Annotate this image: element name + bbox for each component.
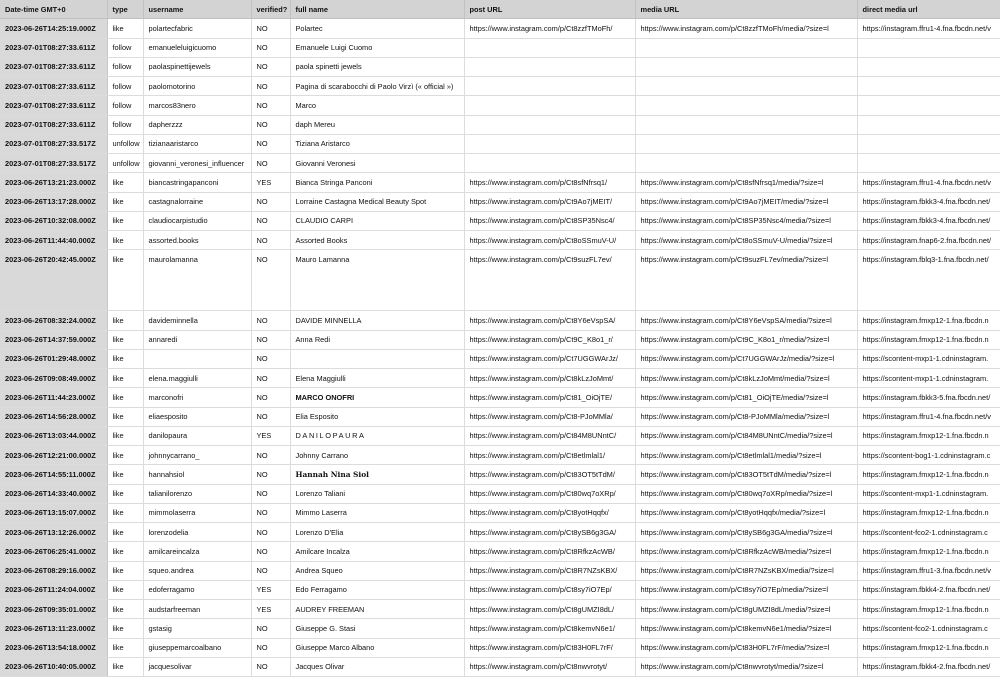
full-name-cell[interactable]: Mimmo Laserra (290, 503, 464, 522)
full-name-cell[interactable]: Elena Maggiulli (290, 369, 464, 388)
media-url-cell[interactable]: https://www.instagram.com/p/Ct8sfNfrsq1/media/?size=l (635, 173, 857, 192)
full-name-cell[interactable]: AUDREY FREEMAN (290, 600, 464, 619)
media-url-cell[interactable]: https://www.instagram.com/p/Ct8nwvrotyt/media/?size=l (635, 657, 857, 676)
username-cell[interactable]: claudiocarpistudio (143, 211, 251, 230)
username-cell[interactable]: audstarfreeman (143, 600, 251, 619)
verified-cell[interactable]: NO (251, 657, 290, 676)
datetime-cell[interactable]: 2023-06-26T14:25:19.000Z (0, 19, 107, 38)
media-url-cell[interactable]: https://www.instagram.com/p/Ct8oSSmuV-U/media/?size=l (635, 231, 857, 250)
username-cell[interactable]: giovanni_veronesi_influencer (143, 154, 251, 173)
username-cell[interactable] (143, 349, 251, 368)
direct-media-url-cell[interactable]: https://instagram.fmxp12-1.fna.fbcdn.n (857, 426, 1000, 445)
datetime-cell[interactable]: 2023-06-26T06:25:41.000Z (0, 542, 107, 561)
table-row (0, 580, 1000, 599)
post-url-cell[interactable]: https://www.instagram.com/p/Ct84M8UNntC/ (464, 426, 635, 445)
type-cell[interactable]: like (107, 311, 143, 330)
datetime-cell[interactable]: 2023-07-01T08:27:33.611Z (0, 77, 107, 96)
username-cell[interactable]: biancastringapanconi (143, 173, 251, 192)
media-url-cell[interactable]: https://www.instagram.com/p/Ct8RfkzAcWB/media/?size=l (635, 542, 857, 561)
verified-cell[interactable]: NO (251, 134, 290, 153)
direct-media-url-cell[interactable]: https://instagram.fbkk3-4.fna.fbcdn.net/ (857, 211, 1000, 230)
verified-cell[interactable]: NO (251, 388, 290, 407)
username-cell[interactable]: castagnalorraine (143, 192, 251, 211)
full-name-cell[interactable]: paola spinetti jewels (290, 57, 464, 76)
post-url-cell[interactable]: https://www.instagram.com/p/Ct81_OiOjTE/ (464, 388, 635, 407)
column-header-username[interactable]: username (143, 0, 251, 19)
username-cell[interactable]: lorenzodelia (143, 523, 251, 542)
full-name-cell[interactable]: Bianca Stringa Panconi (290, 173, 464, 192)
media-url-cell[interactable] (635, 57, 857, 76)
direct-media-url-cell[interactable]: https://scontent-mxp1-1.cdninstagram. (857, 369, 1000, 388)
username-cell[interactable]: davideminnella (143, 311, 251, 330)
table-row (0, 638, 1000, 657)
username-cell[interactable]: marcos83nero (143, 96, 251, 115)
username-cell[interactable]: maurolamanna (143, 250, 251, 311)
direct-media-url-cell[interactable]: https://instagram.fnap6-2.fna.fbcdn.net/ (857, 231, 1000, 250)
table-row (0, 503, 1000, 522)
direct-media-url-cell[interactable]: https://instagram.fblq3-1.fna.fbcdn.net/ (857, 250, 1000, 311)
table-row (0, 657, 1000, 676)
direct-media-url-cell[interactable]: https://instagram.ffru1-3.fna.fbcdn.net/v (857, 561, 1000, 580)
post-url-cell[interactable]: https://www.instagram.com/p/Ct7UGGWArJz/ (464, 349, 635, 368)
username-cell[interactable]: jacquesolivar (143, 657, 251, 676)
post-url-cell[interactable] (464, 154, 635, 173)
post-url-cell[interactable]: https://www.instagram.com/p/Ct8zzfTMoFh/ (464, 19, 635, 38)
direct-media-url-cell[interactable]: https://instagram.fmxp12-1.fna.fbcdn.n (857, 465, 1000, 484)
verified-cell[interactable]: NO (251, 250, 290, 311)
table-row (0, 96, 1000, 115)
media-url-cell[interactable] (635, 134, 857, 153)
verified-cell[interactable]: NO (251, 484, 290, 503)
post-url-cell[interactable]: https://www.instagram.com/p/Ct8gUMZI8dL/ (464, 600, 635, 619)
datetime-cell[interactable]: 2023-06-26T08:29:16.000Z (0, 561, 107, 580)
column-header-verified[interactable]: verified? (251, 0, 290, 19)
type-cell[interactable]: like (107, 638, 143, 657)
full-name-cell[interactable]: Jacques Olivar (290, 657, 464, 676)
full-name-cell[interactable]: daph Mereu (290, 115, 464, 134)
type-cell[interactable]: like (107, 446, 143, 465)
direct-media-url-cell[interactable]: https://instagram.fbkk3-5.fna.fbcdn.net/ (857, 388, 1000, 407)
datetime-cell[interactable]: 2023-06-26T11:44:23.000Z (0, 388, 107, 407)
verified-cell[interactable]: NO (251, 330, 290, 349)
media-url-cell[interactable] (635, 77, 857, 96)
table-row (0, 349, 1000, 368)
post-url-cell[interactable] (464, 77, 635, 96)
media-url-cell[interactable]: https://www.instagram.com/p/Ct8gUMZI8dL/media/?size=l (635, 600, 857, 619)
direct-media-url-cell[interactable]: https://scontent-mxp1-1.cdninstagram. (857, 349, 1000, 368)
column-header-datetime[interactable]: Date-time GMT+0 (0, 0, 107, 19)
direct-media-url-cell[interactable]: https://scontent-fco2-1.cdninstagram.c (857, 619, 1000, 638)
post-url-cell[interactable]: https://www.instagram.com/p/Ct9C_K8o1_r/ (464, 330, 635, 349)
verified-cell[interactable]: NO (251, 211, 290, 230)
datetime-cell[interactable]: 2023-07-01T08:27:33.517Z (0, 154, 107, 173)
direct-media-url-cell[interactable]: https://instagram.fbkk3-4.fna.fbcdn.net/ (857, 192, 1000, 211)
username-cell[interactable]: marconofri (143, 388, 251, 407)
type-cell[interactable]: like (107, 561, 143, 580)
type-cell[interactable]: follow (107, 77, 143, 96)
datetime-cell[interactable]: 2023-06-26T13:11:23.000Z (0, 619, 107, 638)
table-row (0, 231, 1000, 250)
post-url-cell[interactable] (464, 115, 635, 134)
full-name-cell[interactable]: Giuseppe Marco Albano (290, 638, 464, 657)
media-url-cell[interactable]: https://www.instagram.com/p/Ct8Y6eVspSA/media/?size=l (635, 311, 857, 330)
media-url-cell[interactable] (635, 38, 857, 57)
post-url-cell[interactable]: https://www.instagram.com/p/Ct8sy7iO7Ep/ (464, 580, 635, 599)
table-row (0, 600, 1000, 619)
username-cell[interactable]: emanueleluigicuomo (143, 38, 251, 57)
type-cell[interactable]: like (107, 465, 143, 484)
table-row (0, 446, 1000, 465)
table-row (0, 311, 1000, 330)
type-cell[interactable]: like (107, 657, 143, 676)
post-url-cell[interactable]: https://www.instagram.com/p/Ct8oSSmuV-U/ (464, 231, 635, 250)
verified-cell[interactable]: NO (251, 57, 290, 76)
direct-media-url-cell[interactable]: https://instagram.fmxp12-1.fna.fbcdn.n (857, 600, 1000, 619)
datetime-cell[interactable]: 2023-06-26T13:17:28.000Z (0, 192, 107, 211)
direct-media-url-cell[interactable]: https://scontent-bog1-1.cdninstagram.c (857, 446, 1000, 465)
direct-media-url-cell[interactable] (857, 154, 1000, 173)
media-url-cell[interactable] (635, 96, 857, 115)
full-name-cell[interactable] (290, 349, 464, 368)
verified-cell[interactable]: NO (251, 446, 290, 465)
table-row (0, 173, 1000, 192)
type-cell[interactable]: like (107, 407, 143, 426)
username-cell[interactable]: tizianaaristarco (143, 134, 251, 153)
table-row (0, 407, 1000, 426)
full-name-cell[interactable]: Giuseppe G. Stasi (290, 619, 464, 638)
full-name-cell[interactable]: Hannah Nina Siol (290, 465, 464, 484)
column-header-media-url[interactable]: media URL (635, 0, 857, 19)
column-header-direct-media-url[interactable]: direct media url (857, 0, 1000, 19)
direct-media-url-cell[interactable] (857, 57, 1000, 76)
verified-cell[interactable]: NO (251, 542, 290, 561)
full-name-cell[interactable]: Elia Esposito (290, 407, 464, 426)
verified-cell[interactable]: NO (251, 465, 290, 484)
full-name-cell[interactable]: Tiziana Aristarco (290, 134, 464, 153)
full-name-cell[interactable]: DAVIDE MINNELLA (290, 311, 464, 330)
verified-cell[interactable]: NO (251, 638, 290, 657)
column-header-post-url[interactable]: post URL (464, 0, 635, 19)
full-name-cell[interactable]: Lorenzo Taliani (290, 484, 464, 503)
verified-cell[interactable]: NO (251, 503, 290, 522)
column-header-type[interactable]: type (107, 0, 143, 19)
table-row (0, 250, 1000, 311)
post-url-cell[interactable]: https://www.instagram.com/p/Ct8Y6eVspSA/ (464, 311, 635, 330)
datetime-cell[interactable]: 2023-06-26T14:55:11.000Z (0, 465, 107, 484)
media-url-cell[interactable]: https://www.instagram.com/p/Ct9suzFL7ev/media/?size=l (635, 250, 857, 311)
datetime-cell[interactable]: 2023-06-26T10:32:08.000Z (0, 211, 107, 230)
post-url-cell[interactable] (464, 38, 635, 57)
username-cell[interactable]: eliaesposito (143, 407, 251, 426)
post-url-cell[interactable]: https://www.instagram.com/p/Ct8ySB6g3GA/ (464, 523, 635, 542)
post-url-cell[interactable] (464, 134, 635, 153)
post-url-cell[interactable] (464, 96, 635, 115)
media-url-cell[interactable]: https://www.instagram.com/p/Ct7UGGWArJz/media/?size=l (635, 349, 857, 368)
media-url-cell[interactable]: https://www.instagram.com/p/Ct8R7NZsKBX/media/?size=l (635, 561, 857, 580)
verified-cell[interactable]: NO (251, 561, 290, 580)
direct-media-url-cell[interactable]: https://instagram.fmxp12-1.fna.fbcdn.n (857, 330, 1000, 349)
table-row (0, 330, 1000, 349)
username-cell[interactable]: amilcareincalza (143, 542, 251, 561)
table-row (0, 57, 1000, 76)
media-url-cell[interactable]: https://www.instagram.com/p/Ct9C_K8o1_r/media/?size=l (635, 330, 857, 349)
full-name-cell[interactable]: Andrea Squeo (290, 561, 464, 580)
datetime-cell[interactable]: 2023-06-26T13:21:23.000Z (0, 173, 107, 192)
type-cell[interactable]: like (107, 523, 143, 542)
post-url-cell[interactable]: https://www.instagram.com/p/Ct9Ao7jMEIT/ (464, 192, 635, 211)
direct-media-url-cell[interactable]: https://instagram.fmxp12-1.fna.fbcdn.n (857, 542, 1000, 561)
direct-media-url-cell[interactable]: https://instagram.fbkk4-2.fna.fbcdn.net/ (857, 657, 1000, 676)
datetime-cell[interactable]: 2023-06-26T13:54:18.000Z (0, 638, 107, 657)
post-url-cell[interactable]: https://www.instagram.com/p/Ct8kLzJoMmt/ (464, 369, 635, 388)
type-cell[interactable]: unfollow (107, 134, 143, 153)
table-row (0, 115, 1000, 134)
datetime-cell[interactable]: 2023-06-26T11:24:04.000Z (0, 580, 107, 599)
full-name-cell[interactable]: Johnny Carrano (290, 446, 464, 465)
post-url-cell[interactable]: https://www.instagram.com/p/Ct9suzFL7ev/ (464, 250, 635, 311)
full-name-cell[interactable]: Lorraine Castagna Medical Beauty Spot (290, 192, 464, 211)
username-cell[interactable]: johnnycarrano_ (143, 446, 251, 465)
type-cell[interactable]: follow (107, 115, 143, 134)
direct-media-url-cell[interactable] (857, 115, 1000, 134)
verified-cell[interactable]: NO (251, 19, 290, 38)
username-cell[interactable]: dapherzzz (143, 115, 251, 134)
username-cell[interactable]: giuseppemarcoalbano (143, 638, 251, 657)
media-url-cell[interactable]: https://www.instagram.com/p/Ct83OT5tTdM/media/?size=l (635, 465, 857, 484)
full-name-cell[interactable]: DANILOPAURA (290, 426, 464, 445)
media-url-cell[interactable]: https://www.instagram.com/p/Ct84M8UNntC/media/?size=l (635, 426, 857, 445)
type-cell[interactable]: like (107, 330, 143, 349)
post-url-cell[interactable] (464, 57, 635, 76)
post-url-cell[interactable]: https://www.instagram.com/p/Ct8yotHqqfx/ (464, 503, 635, 522)
type-cell[interactable]: like (107, 369, 143, 388)
verified-cell[interactable]: NO (251, 619, 290, 638)
datetime-cell[interactable]: 2023-07-01T08:27:33.611Z (0, 96, 107, 115)
media-url-cell[interactable] (635, 115, 857, 134)
full-name-cell[interactable]: CLAUDIO CARPI (290, 211, 464, 230)
username-cell[interactable]: edoferragamo (143, 580, 251, 599)
media-url-cell[interactable]: https://www.instagram.com/p/Ct8zzfTMoFh/media/?size=l (635, 19, 857, 38)
post-url-cell[interactable]: https://www.instagram.com/p/Ct8RfkzAcWB/ (464, 542, 635, 561)
username-cell[interactable]: paolaspinettijewels (143, 57, 251, 76)
datetime-cell[interactable]: 2023-06-26T10:40:05.000Z (0, 657, 107, 676)
datetime-cell[interactable]: 2023-06-26T09:08:49.000Z (0, 369, 107, 388)
datetime-cell[interactable]: 2023-06-26T14:56:28.000Z (0, 407, 107, 426)
full-name-cell[interactable]: Emanuele Luigi Cuomo (290, 38, 464, 57)
verified-cell[interactable]: NO (251, 311, 290, 330)
direct-media-url-cell[interactable] (857, 134, 1000, 153)
post-url-cell[interactable]: https://www.instagram.com/p/Ct8sfNfrsq1/ (464, 173, 635, 192)
direct-media-url-cell[interactable] (857, 96, 1000, 115)
media-url-cell[interactable]: https://www.instagram.com/p/Ct83H0FL7rF/media/?size=l (635, 638, 857, 657)
table-row (0, 134, 1000, 153)
table-row (0, 523, 1000, 542)
datetime-cell[interactable]: 2023-06-26T13:15:07.000Z (0, 503, 107, 522)
type-cell[interactable]: like (107, 19, 143, 38)
media-url-cell[interactable]: https://www.instagram.com/p/Ct8yotHqqfx/media/?size=l (635, 503, 857, 522)
header-row (0, 0, 1000, 19)
type-cell[interactable]: like (107, 580, 143, 599)
type-cell[interactable]: like (107, 484, 143, 503)
verified-cell[interactable]: YES (251, 173, 290, 192)
verified-cell[interactable]: NO (251, 349, 290, 368)
type-cell[interactable]: like (107, 503, 143, 522)
full-name-cell[interactable]: Marco (290, 96, 464, 115)
table-row (0, 619, 1000, 638)
table-row (0, 154, 1000, 173)
type-cell[interactable]: follow (107, 38, 143, 57)
full-name-cell[interactable]: Amilcare Incalza (290, 542, 464, 561)
datetime-cell[interactable]: 2023-07-01T08:27:33.611Z (0, 115, 107, 134)
media-url-cell[interactable]: https://www.instagram.com/p/Ct8kemvN6e1/media/?size=l (635, 619, 857, 638)
full-name-cell[interactable]: Anna Redi (290, 330, 464, 349)
username-cell[interactable]: talianilorenzo (143, 484, 251, 503)
table-row (0, 77, 1000, 96)
type-cell[interactable]: like (107, 231, 143, 250)
media-url-cell[interactable]: https://www.instagram.com/p/Ct8-PJoMMla/media/?size=l (635, 407, 857, 426)
direct-media-url-cell[interactable] (857, 77, 1000, 96)
full-name-cell[interactable]: Mauro Lamanna (290, 250, 464, 311)
media-url-cell[interactable]: https://www.instagram.com/p/Ct8kLzJoMmt/media/?size=l (635, 369, 857, 388)
post-url-cell[interactable]: https://www.instagram.com/p/Ct8etlmlal1/ (464, 446, 635, 465)
verified-cell[interactable]: YES (251, 600, 290, 619)
direct-media-url-cell[interactable]: https://scontent-fco2-1.cdninstagram.c (857, 523, 1000, 542)
media-url-cell[interactable]: https://www.instagram.com/p/Ct80wq7oXRp/media/?size=l (635, 484, 857, 503)
username-cell[interactable]: elena.maggiulli (143, 369, 251, 388)
table-row (0, 388, 1000, 407)
full-name-cell[interactable]: Lorenzo D'Elia (290, 523, 464, 542)
table-row (0, 426, 1000, 445)
verified-cell[interactable]: NO (251, 231, 290, 250)
type-cell[interactable]: like (107, 600, 143, 619)
verified-cell[interactable]: NO (251, 154, 290, 173)
datetime-cell[interactable]: 2023-06-26T12:21:00.000Z (0, 446, 107, 465)
username-cell[interactable]: assorted.books (143, 231, 251, 250)
full-name-cell[interactable]: Giovanni Veronesi (290, 154, 464, 173)
post-url-cell[interactable]: https://www.instagram.com/p/Ct8R7NZsKBX/ (464, 561, 635, 580)
type-cell[interactable]: like (107, 426, 143, 445)
username-cell[interactable]: hannahsiol (143, 465, 251, 484)
datetime-cell[interactable]: 2023-06-26T09:35:01.000Z (0, 600, 107, 619)
type-cell[interactable]: like (107, 542, 143, 561)
post-url-cell[interactable]: https://www.instagram.com/p/Ct83H0FL7rF/ (464, 638, 635, 657)
full-name-cell[interactable]: MARCO ONOFRI (290, 388, 464, 407)
type-cell[interactable]: follow (107, 96, 143, 115)
media-url-cell[interactable]: https://www.instagram.com/p/Ct81_OiOjTE/media/?size=l (635, 388, 857, 407)
media-url-cell[interactable]: https://www.instagram.com/p/Ct8ySB6g3GA/media/?size=l (635, 523, 857, 542)
datetime-cell[interactable]: 2023-07-01T08:27:33.611Z (0, 38, 107, 57)
username-cell[interactable]: gstasig (143, 619, 251, 638)
direct-media-url-cell[interactable]: https://instagram.fmxp12-1.fna.fbcdn.n (857, 638, 1000, 657)
media-url-cell[interactable]: https://www.instagram.com/p/Ct8SP35Nsc4/media/?size=l (635, 211, 857, 230)
direct-media-url-cell[interactable]: https://scontent-mxp1-1.cdninstagram. (857, 484, 1000, 503)
datetime-cell[interactable]: 2023-06-26T08:32:24.000Z (0, 311, 107, 330)
table-row (0, 19, 1000, 38)
table-row (0, 192, 1000, 211)
column-header-full-name[interactable]: full name (290, 0, 464, 19)
username-cell[interactable]: squeo.andrea (143, 561, 251, 580)
table-row (0, 369, 1000, 388)
username-cell[interactable]: paolomotorino (143, 77, 251, 96)
datetime-cell[interactable]: 2023-06-26T14:37:59.000Z (0, 330, 107, 349)
datetime-cell[interactable]: 2023-06-26T14:33:40.000Z (0, 484, 107, 503)
media-url-cell[interactable] (635, 154, 857, 173)
table-row (0, 465, 1000, 484)
verified-cell[interactable]: YES (251, 426, 290, 445)
table-row (0, 38, 1000, 57)
verified-cell[interactable]: NO (251, 115, 290, 134)
username-cell[interactable]: polartecfabric (143, 19, 251, 38)
post-url-cell[interactable]: https://www.instagram.com/p/Ct8nwvrotyt/ (464, 657, 635, 676)
datetime-cell[interactable]: 2023-06-26T11:44:40.000Z (0, 231, 107, 250)
post-url-cell[interactable]: https://www.instagram.com/p/Ct80wq7oXRp/ (464, 484, 635, 503)
full-name-cell[interactable]: Edo Ferragamo (290, 580, 464, 599)
type-cell[interactable]: like (107, 619, 143, 638)
post-url-cell[interactable]: https://www.instagram.com/p/Ct8kemvN6e1/ (464, 619, 635, 638)
verified-cell[interactable]: NO (251, 192, 290, 211)
type-cell[interactable]: like (107, 388, 143, 407)
table-row (0, 211, 1000, 230)
post-url-cell[interactable]: https://www.instagram.com/p/Ct8-PJoMMla/ (464, 407, 635, 426)
username-cell[interactable]: danilopaura (143, 426, 251, 445)
datetime-cell[interactable]: 2023-07-01T08:27:33.517Z (0, 134, 107, 153)
username-cell[interactable]: mimmolaserra (143, 503, 251, 522)
username-cell[interactable]: annaredi (143, 330, 251, 349)
table-row (0, 561, 1000, 580)
media-url-cell[interactable]: https://www.instagram.com/p/Ct8etlmlal1/media/?size=l (635, 446, 857, 465)
direct-media-url-cell[interactable]: https://instagram.ffru1-4.fna.fbcdn.net/v (857, 19, 1000, 38)
type-cell[interactable]: like (107, 250, 143, 311)
direct-media-url-cell[interactable]: https://instagram.fbkk4-2.fna.fbcdn.net/ (857, 580, 1000, 599)
datetime-cell[interactable]: 2023-06-26T13:12:26.000Z (0, 523, 107, 542)
verified-cell[interactable]: NO (251, 77, 290, 96)
type-cell[interactable]: follow (107, 57, 143, 76)
media-url-cell[interactable]: https://www.instagram.com/p/Ct9Ao7jMEIT/media/?size=l (635, 192, 857, 211)
post-url-cell[interactable]: https://www.instagram.com/p/Ct8SP35Nsc4/ (464, 211, 635, 230)
type-cell[interactable]: like (107, 211, 143, 230)
full-name-cell[interactable]: Assorted Books (290, 231, 464, 250)
type-cell[interactable]: like (107, 192, 143, 211)
verified-cell[interactable]: YES (251, 580, 290, 599)
type-cell[interactable]: like (107, 349, 143, 368)
direct-media-url-cell[interactable] (857, 38, 1000, 57)
verified-cell[interactable]: NO (251, 96, 290, 115)
verified-cell[interactable]: NO (251, 369, 290, 388)
table-row (0, 484, 1000, 503)
full-name-cell[interactable]: Polartec (290, 19, 464, 38)
verified-cell[interactable]: NO (251, 523, 290, 542)
type-cell[interactable]: unfollow (107, 154, 143, 173)
post-url-cell[interactable]: https://www.instagram.com/p/Ct83OT5tTdM/ (464, 465, 635, 484)
datetime-cell[interactable]: 2023-06-26T13:03:44.000Z (0, 426, 107, 445)
direct-media-url-cell[interactable]: https://instagram.ffru1-4.fna.fbcdn.net/v (857, 407, 1000, 426)
direct-media-url-cell[interactable]: https://instagram.fmxp12-1.fna.fbcdn.n (857, 311, 1000, 330)
verified-cell[interactable]: NO (251, 38, 290, 57)
type-cell[interactable]: like (107, 173, 143, 192)
direct-media-url-cell[interactable]: https://instagram.ffru1-4.fna.fbcdn.net/v (857, 173, 1000, 192)
media-url-cell[interactable]: https://www.instagram.com/p/Ct8sy7iO7Ep/media/?size=l (635, 580, 857, 599)
datetime-cell[interactable]: 2023-07-01T08:27:33.611Z (0, 57, 107, 76)
datetime-cell[interactable]: 2023-06-26T01:29:48.000Z (0, 349, 107, 368)
datetime-cell[interactable]: 2023-06-26T20:42:45.000Z (0, 250, 107, 311)
full-name-cell[interactable]: Pagina di scarabocchi di Paolo Virzì (« official ») (290, 77, 464, 96)
verified-cell[interactable]: NO (251, 407, 290, 426)
table-row (0, 542, 1000, 561)
direct-media-url-cell[interactable]: https://instagram.fmxp12-1.fna.fbcdn.n (857, 503, 1000, 522)
